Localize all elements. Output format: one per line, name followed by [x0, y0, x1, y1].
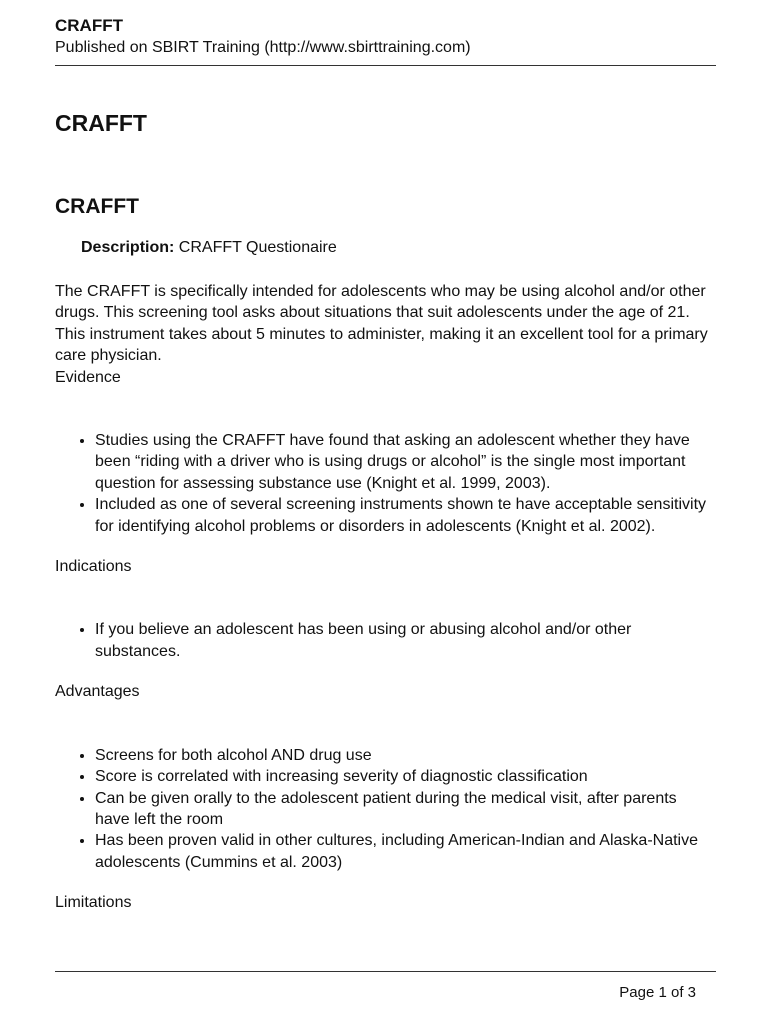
page-header	[55, 15, 716, 66]
page-footer	[55, 971, 716, 1012]
indications-list	[55, 619, 715, 662]
header-title: CRAFFT	[55, 16, 123, 35]
indications-heading: Indications	[55, 558, 132, 576]
list-item: • If you believe an adolescent has been using or abusing alcohol and/or other substances.	[95, 619, 715, 662]
list-item: • Studies using the CRAFFT have found that asking an adolescent whether they have been “riding with a driver who is using drugs or alcohol” is the single most important question for assessing substance use (Knight et al. 1999, 2003).	[95, 430, 715, 494]
advantages-list	[55, 745, 715, 873]
header-published-line: Published on SBIRT Training (http://www.sbirttraining.com)	[55, 39, 471, 56]
limitations-heading: Limitations	[55, 894, 132, 912]
list-item: • Can be given orally to the adolescent patient during the medical visit, after parents have left the room	[95, 788, 715, 831]
list-item: • Has been proven valid in other cultures, including American-Indian and Alaska-Native adolescents (Cummins et al. 2003)	[95, 830, 715, 873]
description-label: Description:	[81, 239, 175, 256]
evidence-heading: Evidence	[55, 368, 121, 386]
list-item: • Screens for both alcohol AND drug use	[95, 745, 715, 766]
evidence-list	[55, 430, 715, 537]
advantages-heading: Advantages	[55, 683, 140, 701]
description	[81, 237, 337, 259]
section-title: CRAFFT	[55, 195, 139, 218]
description-value: CRAFFT Questionaire	[174, 239, 337, 256]
article-body	[55, 281, 715, 914]
page-number: Page 1 of 3	[619, 984, 696, 1001]
list-item: • Included as one of several screening instruments shown te have acceptable sensitivity for identifying alcohol problems or disorders in adolescents (Knight et al. 2002).	[95, 494, 715, 537]
list-item: • Score is correlated with increasing severity of diagnostic classification	[95, 766, 715, 787]
intro-paragraph: The CRAFFT is specifically intended for adolescents who may be using alcohol and/or other drugs. This screening tool asks about situations that suit adolescents under the age of 21. This instrument takes about 5 minutes to administer, making it an excellent tool for a primary care physician.	[55, 283, 708, 365]
page-title: CRAFFT	[55, 110, 147, 136]
